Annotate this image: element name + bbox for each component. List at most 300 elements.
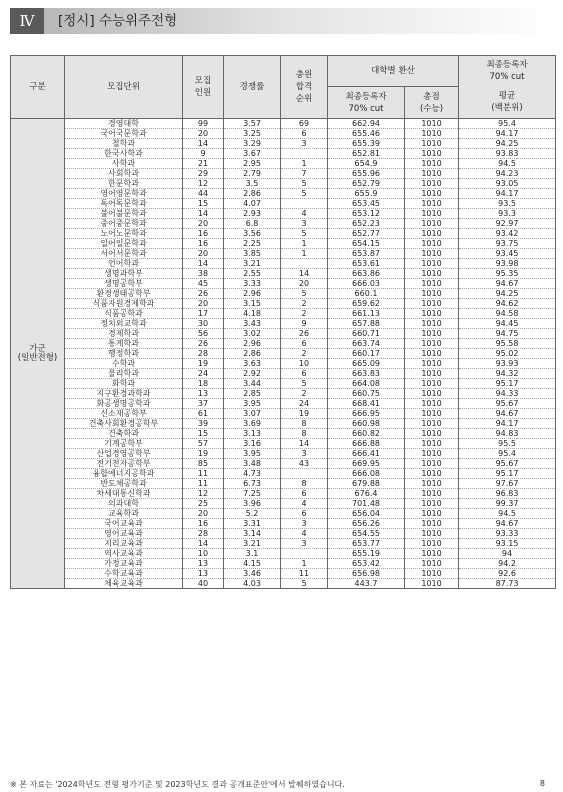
cell-total: 1010 [405, 359, 459, 369]
table-row [11, 429, 556, 439]
cell-final70: 657.88 [328, 319, 405, 329]
cell-waitlist: 6 [281, 339, 328, 349]
cell-final70: 661.13 [328, 309, 405, 319]
table-body [11, 119, 556, 589]
cell-avg: 94.5 [459, 159, 556, 169]
cell-ratio: 2.79 [224, 169, 281, 179]
cell-ratio: 3.85 [224, 249, 281, 259]
cell-waitlist: 1 [281, 559, 328, 569]
cell-total: 1010 [405, 229, 459, 239]
cell-quota: 14 [183, 539, 224, 549]
cell-final70: 654.15 [328, 239, 405, 249]
cell-avg: 93.42 [459, 229, 556, 239]
cell-waitlist: 6 [281, 369, 328, 379]
cell-ratio: 3.69 [224, 419, 281, 429]
table-row [11, 299, 556, 309]
cell-quota: 14 [183, 259, 224, 269]
cell-unit: 불어불문학과 [65, 209, 183, 219]
cell-waitlist: 4 [281, 529, 328, 539]
table-row [11, 149, 556, 159]
cell-unit: 반도체공학과 [65, 479, 183, 489]
header-avg: 평균 (백분위) [459, 87, 556, 119]
table-row [11, 379, 556, 389]
cell-quota: 15 [183, 199, 224, 209]
cell-quota: 9 [183, 149, 224, 159]
cell-ratio: 2.86 [224, 349, 281, 359]
cell-waitlist: 14 [281, 439, 328, 449]
cell-quota: 10 [183, 549, 224, 559]
cell-final70: 665.09 [328, 359, 405, 369]
cell-waitlist: 24 [281, 399, 328, 409]
cell-avg: 94.83 [459, 429, 556, 439]
cell-avg: 93.75 [459, 239, 556, 249]
cell-total: 1010 [405, 529, 459, 539]
cell-quota: 16 [183, 239, 224, 249]
cell-quota: 57 [183, 439, 224, 449]
header-converted-group: 대학별 환산 [328, 56, 459, 87]
header-final70: 최종등록자 70% cut [328, 87, 405, 119]
cell-ratio: 3.48 [224, 459, 281, 469]
cell-total: 1010 [405, 159, 459, 169]
cell-avg: 95.4 [459, 449, 556, 459]
table-row [11, 489, 556, 499]
cell-quota: 45 [183, 279, 224, 289]
cell-quota: 26 [183, 339, 224, 349]
cell-final70: 655.39 [328, 139, 405, 149]
cell-avg: 94.2 [459, 559, 556, 569]
cell-total: 1010 [405, 349, 459, 359]
cell-quota: 85 [183, 459, 224, 469]
cell-ratio: 5.2 [224, 509, 281, 519]
cell-ratio: 3.31 [224, 519, 281, 529]
table-row [11, 139, 556, 149]
cell-avg: 93.5 [459, 199, 556, 209]
cell-unit: 한국사학과 [65, 149, 183, 159]
table-row [11, 229, 556, 239]
header-unit: 모집단위 [65, 56, 183, 119]
cell-final70: 663.86 [328, 269, 405, 279]
cell-avg: 94.67 [459, 519, 556, 529]
cell-avg: 94.33 [459, 389, 556, 399]
cell-quota: 13 [183, 569, 224, 579]
cell-unit: 화공생명공학과 [65, 399, 183, 409]
cell-total: 1010 [405, 549, 459, 559]
cell-unit: 전기전자공학부 [65, 459, 183, 469]
cell-final70: 653.61 [328, 259, 405, 269]
cell-waitlist: 3 [281, 219, 328, 229]
cell-final70: 656.98 [328, 569, 405, 579]
cell-unit: 식품공학과 [65, 309, 183, 319]
cell-ratio: 3.96 [224, 499, 281, 509]
table-row [11, 169, 556, 179]
cell-waitlist: 69 [281, 119, 328, 129]
cell-quota: 25 [183, 499, 224, 509]
table-row [11, 279, 556, 289]
cell-ratio: 7.25 [224, 489, 281, 499]
cell-final70: 669.95 [328, 459, 405, 469]
cell-ratio: 4.73 [224, 469, 281, 479]
cell-final70: 655.19 [328, 549, 405, 559]
cell-quota: 38 [183, 269, 224, 279]
cell-waitlist [281, 259, 328, 269]
cell-total: 1010 [405, 249, 459, 259]
cell-waitlist: 2 [281, 349, 328, 359]
cell-avg: 95.67 [459, 459, 556, 469]
cell-waitlist: 3 [281, 539, 328, 549]
cell-unit: 역사교육과 [65, 549, 183, 559]
cell-avg: 95.35 [459, 269, 556, 279]
cell-ratio: 3.95 [224, 399, 281, 409]
cell-unit: 융합에너지공학과 [65, 469, 183, 479]
cell-quota: 20 [183, 219, 224, 229]
cell-total: 1010 [405, 429, 459, 439]
cell-ratio: 3.15 [224, 299, 281, 309]
cell-ratio: 2.96 [224, 339, 281, 349]
cell-total: 1010 [405, 279, 459, 289]
cell-final70: 653.42 [328, 559, 405, 569]
cell-waitlist: 14 [281, 269, 328, 279]
cell-waitlist: 6 [281, 489, 328, 499]
table-row [11, 529, 556, 539]
cell-total: 1010 [405, 579, 459, 589]
cell-unit: 정치외교학과 [65, 319, 183, 329]
cell-unit: 지리교육과 [65, 539, 183, 549]
table-row [11, 579, 556, 589]
cell-total: 1010 [405, 199, 459, 209]
cell-waitlist: 20 [281, 279, 328, 289]
cell-unit: 식품자원경제학과 [65, 299, 183, 309]
table-row [11, 329, 556, 339]
section-title: [정시] 수능위주전형 [58, 13, 178, 29]
cell-total: 1010 [405, 539, 459, 549]
cell-waitlist: 43 [281, 459, 328, 469]
cell-avg: 94.67 [459, 279, 556, 289]
cell-final70: 679.88 [328, 479, 405, 489]
cell-ratio: 6.8 [224, 219, 281, 229]
cell-avg: 95.58 [459, 339, 556, 349]
cell-total: 1010 [405, 129, 459, 139]
cell-final70: 652.81 [328, 149, 405, 159]
cell-unit: 생명과학부 [65, 269, 183, 279]
cell-unit: 산업경영공학부 [65, 449, 183, 459]
cell-avg: 92.97 [459, 219, 556, 229]
cell-ratio: 3.46 [224, 569, 281, 579]
cell-ratio: 3.43 [224, 319, 281, 329]
table-row [11, 469, 556, 479]
cell-avg: 94.75 [459, 329, 556, 339]
cell-total: 1010 [405, 149, 459, 159]
cell-ratio: 3.63 [224, 359, 281, 369]
cell-waitlist: 5 [281, 229, 328, 239]
cell-quota: 11 [183, 479, 224, 489]
cell-unit: 사학과 [65, 159, 183, 169]
cell-quota: 14 [183, 139, 224, 149]
cell-final70: 443.7 [328, 579, 405, 589]
cell-avg: 97.67 [459, 479, 556, 489]
cell-avg: 94.25 [459, 289, 556, 299]
table-row [11, 399, 556, 409]
cell-final70: 653.45 [328, 199, 405, 209]
cell-avg: 93.3 [459, 209, 556, 219]
cell-total: 1010 [405, 559, 459, 569]
cell-quota: 16 [183, 229, 224, 239]
cell-avg: 95.5 [459, 439, 556, 449]
table-row [11, 359, 556, 369]
table-row [11, 569, 556, 579]
cell-total: 1010 [405, 209, 459, 219]
cell-total: 1010 [405, 459, 459, 469]
cell-final70: 652.77 [328, 229, 405, 239]
cell-unit: 서어서문학과 [65, 249, 183, 259]
cell-ratio: 3.44 [224, 379, 281, 389]
cell-unit: 경제학과 [65, 329, 183, 339]
cell-final70: 656.26 [328, 519, 405, 529]
cell-waitlist: 19 [281, 409, 328, 419]
cell-unit: 국어국문학과 [65, 129, 183, 139]
cell-waitlist: 4 [281, 499, 328, 509]
cell-waitlist: 2 [281, 389, 328, 399]
cell-final70: 660.71 [328, 329, 405, 339]
cell-total: 1010 [405, 169, 459, 179]
cell-unit: 신소재공학부 [65, 409, 183, 419]
cell-final70: 653.87 [328, 249, 405, 259]
cell-avg: 94.17 [459, 129, 556, 139]
cell-quota: 61 [183, 409, 224, 419]
cell-avg: 87.73 [459, 579, 556, 589]
cell-avg: 95.17 [459, 379, 556, 389]
cell-waitlist: 1 [281, 239, 328, 249]
cell-avg: 93.98 [459, 259, 556, 269]
category-cell: 가군 (일반전형) [11, 119, 65, 589]
cell-total: 1010 [405, 189, 459, 199]
cell-waitlist: 5 [281, 179, 328, 189]
cell-quota: 20 [183, 129, 224, 139]
cell-avg: 94.25 [459, 139, 556, 149]
cell-quota: 11 [183, 469, 224, 479]
cell-total: 1010 [405, 179, 459, 189]
cell-final70: 652.79 [328, 179, 405, 189]
footnote: ※ 본 자료는 '2024학년도 전형 평가기준 및 2023학년도 결과 공개표준안'에서 발췌하였습니다. [10, 780, 345, 789]
cell-final70: 666.88 [328, 439, 405, 449]
header-quota: 모집 인원 [183, 56, 224, 119]
cell-avg: 94.62 [459, 299, 556, 309]
cell-ratio: 2.95 [224, 159, 281, 169]
admission-results-table [10, 55, 556, 589]
cell-quota: 12 [183, 179, 224, 189]
table-row [11, 509, 556, 519]
cell-avg: 93.33 [459, 529, 556, 539]
cell-waitlist: 5 [281, 579, 328, 589]
cell-avg: 93.93 [459, 359, 556, 369]
cell-final70: 660.82 [328, 429, 405, 439]
cell-unit: 독어독문학과 [65, 199, 183, 209]
cell-avg: 93.83 [459, 149, 556, 159]
cell-ratio: 3.56 [224, 229, 281, 239]
cell-final70: 653.12 [328, 209, 405, 219]
cell-total: 1010 [405, 509, 459, 519]
cell-ratio: 3.25 [224, 129, 281, 139]
cell-total: 1010 [405, 389, 459, 399]
cell-ratio: 3.5 [224, 179, 281, 189]
cell-avg: 94.5 [459, 509, 556, 519]
cell-total: 1010 [405, 489, 459, 499]
cell-unit: 영어교육과 [65, 529, 183, 539]
cell-quota: 13 [183, 389, 224, 399]
cell-ratio: 2.25 [224, 239, 281, 249]
table-row [11, 239, 556, 249]
section-header [10, 8, 555, 34]
cell-total: 1010 [405, 409, 459, 419]
table-row [11, 319, 556, 329]
cell-unit: 일어일문학과 [65, 239, 183, 249]
cell-waitlist [281, 469, 328, 479]
cell-waitlist: 3 [281, 519, 328, 529]
cell-unit: 교육학과 [65, 509, 183, 519]
table-row [11, 309, 556, 319]
header-avg-group: 최종등록자 70% cut [459, 56, 556, 87]
cell-total: 1010 [405, 439, 459, 449]
cell-quota: 12 [183, 489, 224, 499]
table-row [11, 119, 556, 129]
cell-total: 1010 [405, 139, 459, 149]
cell-waitlist: 9 [281, 319, 328, 329]
cell-avg: 94 [459, 549, 556, 559]
cell-ratio: 3.21 [224, 539, 281, 549]
table-row [11, 559, 556, 569]
cell-ratio: 3.21 [224, 259, 281, 269]
cell-final70: 668.41 [328, 399, 405, 409]
cell-final70: 663.74 [328, 339, 405, 349]
cell-unit: 건축사회환경공학부 [65, 419, 183, 429]
table-row [11, 459, 556, 469]
cell-unit: 지구환경과학과 [65, 389, 183, 399]
cell-quota: 28 [183, 349, 224, 359]
cell-ratio: 3.13 [224, 429, 281, 439]
cell-final70: 666.03 [328, 279, 405, 289]
cell-final70: 654.9 [328, 159, 405, 169]
cell-final70: 656.04 [328, 509, 405, 519]
cell-total: 1010 [405, 269, 459, 279]
cell-unit: 노어노문학과 [65, 229, 183, 239]
cell-avg: 95.02 [459, 349, 556, 359]
cell-waitlist [281, 149, 328, 159]
cell-waitlist: 2 [281, 299, 328, 309]
cell-total: 1010 [405, 119, 459, 129]
table-row [11, 499, 556, 509]
cell-final70: 662.94 [328, 119, 405, 129]
cell-quota: 30 [183, 319, 224, 329]
cell-avg: 94.17 [459, 189, 556, 199]
cell-ratio: 2.85 [224, 389, 281, 399]
cell-waitlist: 2 [281, 309, 328, 319]
cell-quota: 24 [183, 369, 224, 379]
cell-avg: 92.6 [459, 569, 556, 579]
table-row [11, 199, 556, 209]
cell-final70: 676.4 [328, 489, 405, 499]
cell-avg: 94.32 [459, 369, 556, 379]
header-category: 구분 [11, 56, 65, 119]
cell-waitlist: 6 [281, 129, 328, 139]
cell-total: 1010 [405, 469, 459, 479]
cell-unit: 행정학과 [65, 349, 183, 359]
cell-waitlist: 1 [281, 249, 328, 259]
table-row [11, 269, 556, 279]
cell-quota: 37 [183, 399, 224, 409]
cell-final70: 659.62 [328, 299, 405, 309]
cell-avg: 93.45 [459, 249, 556, 259]
table-row [11, 249, 556, 259]
cell-waitlist: 3 [281, 139, 328, 149]
cell-final70: 666.08 [328, 469, 405, 479]
cell-waitlist: 11 [281, 569, 328, 579]
table-row [11, 449, 556, 459]
cell-ratio: 3.07 [224, 409, 281, 419]
cell-ratio: 3.14 [224, 529, 281, 539]
cell-total: 1010 [405, 289, 459, 299]
cell-waitlist: 8 [281, 419, 328, 429]
cell-unit: 수학과 [65, 359, 183, 369]
cell-avg: 94.17 [459, 419, 556, 429]
cell-quota: 13 [183, 559, 224, 569]
table-row [11, 179, 556, 189]
cell-avg: 94.23 [459, 169, 556, 179]
cell-final70: 660.17 [328, 349, 405, 359]
cell-ratio: 3.16 [224, 439, 281, 449]
cell-unit: 통계학과 [65, 339, 183, 349]
cell-ratio: 3.02 [224, 329, 281, 339]
cell-ratio: 2.96 [224, 289, 281, 299]
cell-unit: 수학교육과 [65, 569, 183, 579]
cell-avg: 93.15 [459, 539, 556, 549]
cell-ratio: 3.1 [224, 549, 281, 559]
table-row [11, 439, 556, 449]
cell-ratio: 2.93 [224, 209, 281, 219]
cell-final70: 652.23 [328, 219, 405, 229]
cell-total: 1010 [405, 419, 459, 429]
cell-final70: 666.95 [328, 409, 405, 419]
cell-waitlist: 7 [281, 169, 328, 179]
cell-quota: 26 [183, 289, 224, 299]
cell-unit: 중어중문학과 [65, 219, 183, 229]
cell-total: 1010 [405, 399, 459, 409]
cell-waitlist: 6 [281, 509, 328, 519]
cell-waitlist: 3 [281, 449, 328, 459]
cell-final70: 655.96 [328, 169, 405, 179]
table-row [11, 519, 556, 529]
cell-ratio: 3.29 [224, 139, 281, 149]
table-row [11, 189, 556, 199]
cell-final70: 653.77 [328, 539, 405, 549]
cell-ratio: 2.55 [224, 269, 281, 279]
cell-final70: 664.08 [328, 379, 405, 389]
cell-unit: 기계공학부 [65, 439, 183, 449]
cell-final70: 655.46 [328, 129, 405, 139]
cell-avg: 93.05 [459, 179, 556, 189]
cell-final70: 701.48 [328, 499, 405, 509]
cell-unit: 환경생태공학부 [65, 289, 183, 299]
section-number: Ⅳ [10, 8, 44, 34]
cell-unit: 차세대통신학과 [65, 489, 183, 499]
cell-total: 1010 [405, 369, 459, 379]
cell-waitlist: 5 [281, 379, 328, 389]
cell-ratio: 3.95 [224, 449, 281, 459]
cell-final70: 663.83 [328, 369, 405, 379]
cell-unit: 철학과 [65, 139, 183, 149]
cell-unit: 체육교육과 [65, 579, 183, 589]
cell-final70: 660.1 [328, 289, 405, 299]
cell-quota: 39 [183, 419, 224, 429]
cell-ratio: 2.92 [224, 369, 281, 379]
